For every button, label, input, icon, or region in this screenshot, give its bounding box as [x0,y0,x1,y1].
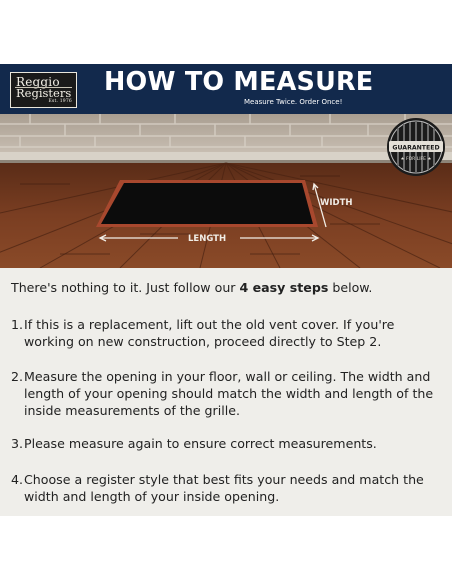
step-text-line: inside measurements of the grille. [24,403,240,418]
badge-subtext: ★ FOR LIFE ★ [400,157,432,162]
reggio-registers-logo [10,72,77,108]
length-label: LENGTH [188,234,227,244]
guaranteed-badge [387,118,445,176]
step-text-line: working on new construction, proceed directly to Step 2. [24,334,382,349]
step-number: 4. [11,472,24,487]
photo-illustration [0,114,452,268]
step-text-line: width and length of your inside opening. [24,489,280,504]
step-text-line: Measure the opening in your floor, wall or ceiling. The width and [24,369,431,384]
step-number: 3. [11,436,24,451]
intro-suffix: below. [328,280,373,295]
step-text-line: Please measure again to ensure correct measurements. [24,436,377,451]
instructions-panel [0,268,452,516]
step-text-line: length of your opening should match the width and length of the [24,386,434,401]
logo-line-1: Reggio [16,75,60,89]
badge-text: GUARANTEED [392,144,440,152]
step-number: 1. [11,317,24,332]
page-subtitle: Measure Twice. Order Once! [244,98,343,106]
intro-text [11,280,372,295]
step-text-line: Choose a register style that best fits your needs and match the [24,472,424,487]
step-text-line: If this is a replacement, lift out the old vent cover. If you're [24,317,395,332]
intro-emphasis: 4 easy steps [239,280,329,295]
width-label: WIDTH [320,198,353,208]
vent-opening [101,183,313,224]
step-number: 2. [11,369,24,384]
logo-line-3: Est. 1976 [48,99,72,104]
page-title: HOW TO MEASURE [104,67,374,97]
intro-prefix: There's nothing to it. Just follow our [11,280,240,295]
measurement-photo [0,114,452,268]
logo-line-2: Registers [16,86,72,100]
